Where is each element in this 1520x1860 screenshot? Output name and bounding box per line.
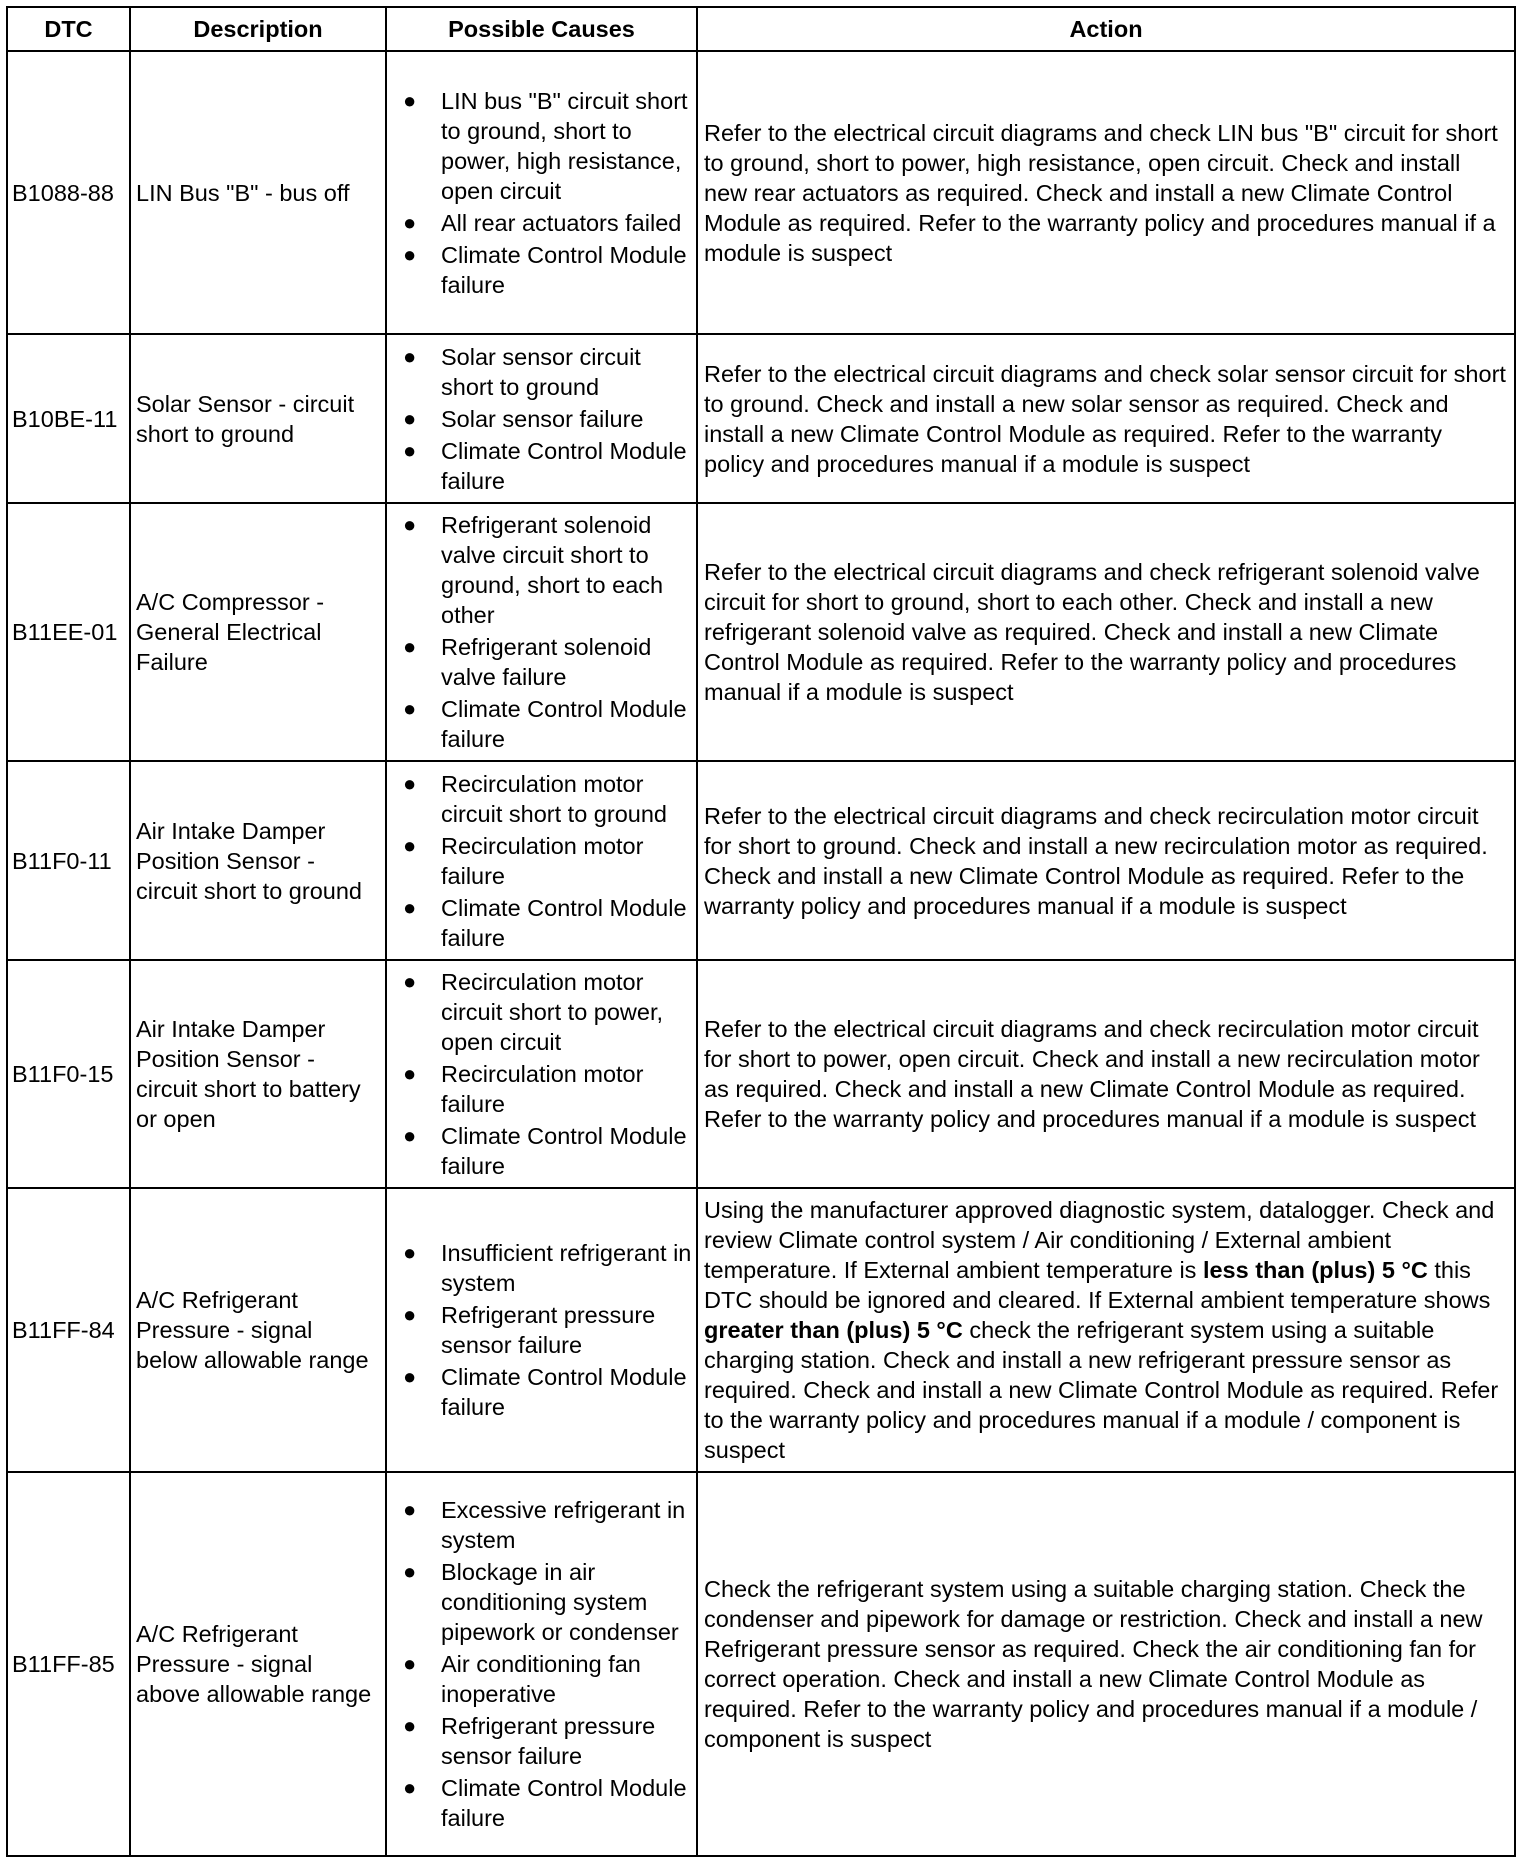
cause-item: ● Climate Control Module failure [403,893,692,953]
table-row [7,51,1515,334]
description-cell: A/C Compressor - General Electrical Failure [130,503,386,761]
causes-list [403,967,692,1181]
table-row [7,334,1515,503]
causes-cell [386,761,697,960]
action-cell [697,1188,1515,1472]
cause-item: ● Refrigerant solenoid valve failure [403,632,692,692]
description-cell: Solar Sensor - circuit short to ground [130,334,386,503]
description-cell: Air Intake Damper Position Sensor - circuit short to battery or open [130,960,386,1188]
causes-list [403,342,692,496]
table-row [7,1188,1515,1472]
causes-cell [386,503,697,761]
dtc-code: B10BE-11 [7,334,130,503]
table-row [7,503,1515,761]
dtc-code: B11FF-84 [7,1188,130,1472]
dtc-code: B11F0-15 [7,960,130,1188]
cause-item: ● Refrigerant pressure sensor failure [403,1300,692,1360]
header-dtc: DTC [7,7,130,51]
cause-item: ● Climate Control Module failure [403,694,692,754]
action-cell: Check the refrigerant system using a suitable charging station. Check the condenser and pipework for damage or restriction. Check and install a new Refrigerant pressure sensor as required. Check the air conditioning fan for correct operation. Check and install a new Climate Control Module as required. Refer to the warranty policy and procedures manual if a module / component is suspect [697,1472,1515,1856]
cause-item: ● All rear actuators failed [403,208,692,238]
description-cell: A/C Refrigerant Pressure - signal above allowable range [130,1472,386,1856]
action-cell: Refer to the electrical circuit diagrams and check recirculation motor circuit for short to ground. Check and install a new recirculation motor as required. Check and install a new Climate Control Module as required. Refer to the warranty policy and procedures manual if a module is suspect [697,761,1515,960]
cause-item: ● Climate Control Module failure [403,1773,692,1833]
header-action: Action [697,7,1515,51]
dtc-code: B11F0-11 [7,761,130,960]
causes-cell [386,1188,697,1472]
cause-item: ● Climate Control Module failure [403,1362,692,1422]
action-cell: Refer to the electrical circuit diagrams and check recirculation motor circuit for short to power, open circuit. Check and install a new recirculation motor as required. Check and install a new Climate Control Module as required. Refer to the warranty policy and procedures manual if a module is suspect [697,960,1515,1188]
cause-item: ● Refrigerant pressure sensor failure [403,1711,692,1771]
cause-item: ● Climate Control Module failure [403,1121,692,1181]
action-emphasis: less than (plus) 5 °C [1202,1257,1428,1283]
action-cell: Refer to the electrical circuit diagrams and check solar sensor circuit for short to ground. Check and install a new solar sensor as required. Check and install a new Climate Control Module as required. Refer to the warranty policy and procedures manual if a module is suspect [697,334,1515,503]
causes-list [403,1238,692,1422]
dtc-code: B1088-88 [7,51,130,334]
table-row [7,1472,1515,1856]
cause-item: ● Recirculation motor failure [403,831,692,891]
action-emphasis: greater than (plus) 5 °C [704,1317,963,1343]
causes-cell [386,960,697,1188]
header-possible-causes: Possible Causes [386,7,697,51]
causes-list [403,510,692,754]
cause-item: ● Refrigerant solenoid valve circuit short to ground, short to each other [403,510,692,630]
cause-item: ● Solar sensor failure [403,404,692,434]
dtc-code: B11EE-01 [7,503,130,761]
causes-cell [386,334,697,503]
action-text: check the refrigerant system using a suitable charging station. Check and install a new refrigerant pressure sensor as required. Check and install a new Climate Control Module as required. Refer to the warranty policy and procedures manual if a module / component is suspect [704,1317,1499,1463]
table-row [7,960,1515,1188]
causes-cell [386,51,697,334]
cause-item: ● Climate Control Module failure [403,240,692,300]
cause-item: ● LIN bus "B" circuit short to ground, short to power, high resistance, open circuit [403,86,692,206]
cause-item: ● Climate Control Module failure [403,436,692,496]
description-cell: LIN Bus "B" - bus off [130,51,386,334]
action-text: Using the manufacturer approved diagnostic system, datalogger. Check and review Climate control system / Air conditioning / External ambient temperature. If External ambient temperature is [704,1197,1495,1283]
table-row [7,761,1515,960]
action-cell: Refer to the electrical circuit diagrams and check LIN bus "B" circuit for short to ground, short to power, high resistance, open circuit. Check and install new rear actuators as required. Check and install a new Climate Control Module as required. Refer to the warranty policy and procedures manual if a module is suspect [697,51,1515,334]
causes-cell [386,1472,697,1856]
cause-item: ● Air conditioning fan inoperative [403,1649,692,1709]
cause-item: ● Excessive refrigerant in system [403,1495,692,1555]
action-cell: Refer to the electrical circuit diagrams and check refrigerant solenoid valve circuit for short to ground, short to each other. Check and install a new refrigerant solenoid valve as required. Check and install a new Climate Control Module as required. Refer to the warranty policy and procedures manual if a module is suspect [697,503,1515,761]
description-cell: A/C Refrigerant Pressure - signal below allowable range [130,1188,386,1472]
dtc-code: B11FF-85 [7,1472,130,1856]
cause-item: ● Blockage in air conditioning system pipework or condenser [403,1557,692,1647]
cause-item: ● Insufficient refrigerant in system [403,1238,692,1298]
cause-item: ● Recirculation motor circuit short to power, open circuit [403,967,692,1057]
header-description: Description [130,7,386,51]
causes-list [403,86,692,300]
action-text: this DTC should be ignored and cleared. If External ambient temperature shows [704,1257,1491,1313]
cause-item: ● Recirculation motor failure [403,1059,692,1119]
cause-item: ● Recirculation motor circuit short to ground [403,769,692,829]
description-cell: Air Intake Damper Position Sensor - circuit short to ground [130,761,386,960]
causes-list [403,769,692,953]
dtc-table [6,6,1516,1857]
causes-list [403,1495,692,1833]
cause-item: ● Solar sensor circuit short to ground [403,342,692,402]
table-header-row [7,7,1515,51]
